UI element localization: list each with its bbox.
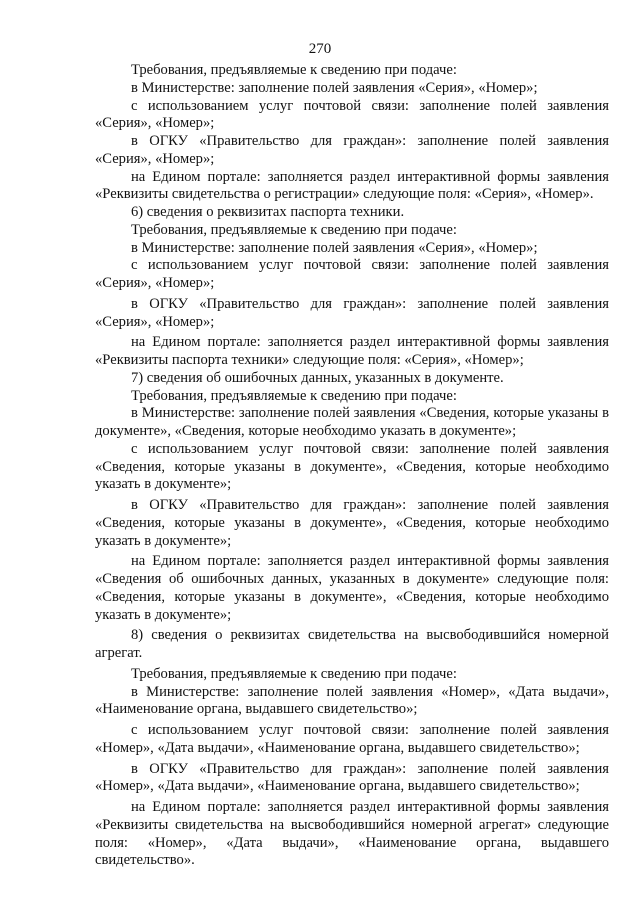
paragraph: на Едином портале: заполняется раздел интерактивной формы заявления «Сведения об ошибочных данных, указанных в документе» следующие поля: «Сведения, которые указаны в документе», «Сведения, которые необходимо указать в документе»; [95,553,609,623]
paragraph: в ОГКУ «Правительство для граждан»: заполнение полей заявления «Серия», «Номер»; [95,133,609,167]
paragraph: в Министерстве: заполнение полей заявления «Серия», «Номер»; [131,79,538,96]
paragraph: с использованием услуг почтовой связи: заполнение полей заявления «Серия», «Номер»; [95,257,609,291]
paragraph: Требования, предъявляемые к сведению при подаче: [131,387,457,404]
paragraph: в Министерстве: заполнение полей заявления «Сведения, которые указаны в документе», «Сведения, которые необходимо указать в документе»; [95,405,609,439]
paragraph: с использованием услуг почтовой связи: заполнение полей заявления «Серия», «Номер»; [95,97,609,132]
section-heading: 8) сведения о реквизитах свидетельства на высвободившийся номерной агрегат. [95,627,609,661]
paragraph: на Едином портале: заполняется раздел интерактивной формы заявления «Реквизиты свидетельства о регистрации» следующие поля: «Серия», «Номер». [95,168,609,203]
paragraph: в ОГКУ «Правительство для граждан»: заполнение полей заявления «Номер», «Дата выдачи», «Наименование органа, выдавшего свидетельство»; [95,760,609,795]
page-number: 270 [308,41,332,57]
paragraph: в ОГКУ «Правительство для граждан»: заполнение полей заявления «Сведения, которые указаны в документе», «Сведения, которые необходимо указать в документе»; [95,497,609,549]
paragraph: Требования, предъявляемые к сведению при подаче: [131,62,457,78]
paragraph: с использованием услуг почтовой связи: заполнение полей заявления «Сведения, которые указаны в документе», «Сведения, которые необходимо указать в документе»; [95,440,609,493]
paragraph: с использованием услуг почтовой связи: заполнение полей заявления «Номер», «Дата выдачи», «Наименование органа, выдавшего свидетельство»; [95,722,609,756]
paragraph: в Министерстве: заполнение полей заявления «Номер», «Дата выдачи», «Наименование органа, выдавшего свидетельство»; [95,683,609,718]
paragraph: на Едином портале: заполняется раздел интерактивной формы заявления «Реквизиты паспорта техники» следующие поля: «Серия», «Номер»; [95,334,609,368]
section-heading: 7) сведения об ошибочных данных, указанных в документе. [131,369,504,386]
section-heading: 6) сведения о реквизитах паспорта техники. [131,204,405,220]
paragraph: Требования, предъявляемые к сведению при подаче: [131,221,457,238]
paragraph: на Едином портале: заполняется раздел интерактивной формы заявления «Реквизиты свидетельства на высвободившийся номерной агрегат» следующие поля: «Номер», «Дата выдачи», «Наименование органа, выдавшего свидетельство». [95,799,609,869]
paragraph: в Министерстве: заполнение полей заявления «Серия», «Номер»; [131,239,538,256]
paragraph: Требования, предъявляемые к сведению при подаче: [131,665,457,682]
document-body [95,62,609,870]
paragraph: в ОГКУ «Правительство для граждан»: заполнение полей заявления «Серия», «Номер»; [95,295,609,330]
